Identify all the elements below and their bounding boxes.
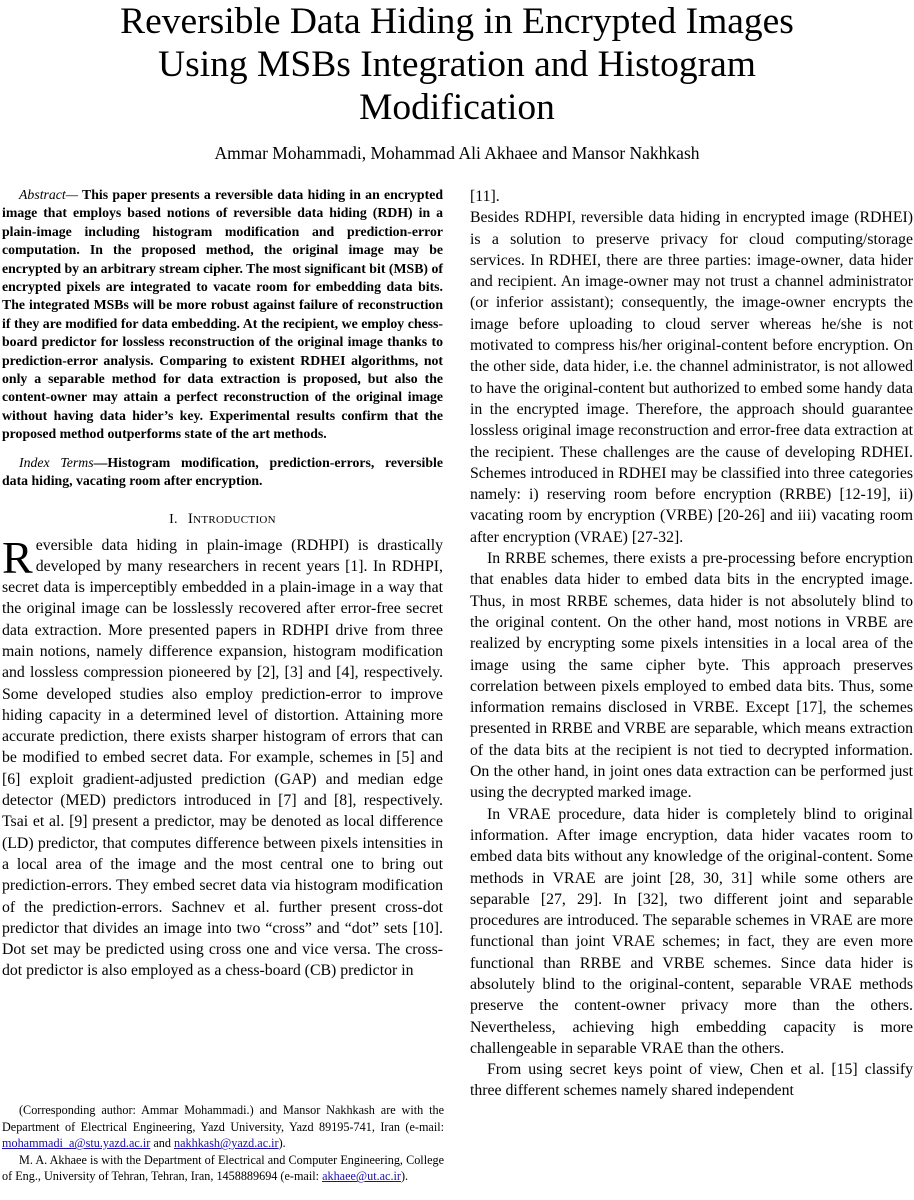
footnote-corresponding-author (2, 1102, 444, 1152)
right-paragraph-2: Besides RDHPI, reversible data hiding in encrypted image (RDHEI) is a solution to preserve privacy for cloud computing/storage services. In RDHEI, there are three parties: image-owner, data hider and recipient. An image-owner may not trust a channel administrator (or inferior assistant); consequently, the image-owner encrypts the image before uploading to cloud server whereas he/she is not motivated to compress his/her original-content before encryption. On the other side, data hider, i.e. the channel administrator, is not allowed to have the original-content but authorized to embed some handy data in the encrypted image. Therefore, the approach should guarantee lossless original image reconstruction and error-free data extraction at the recipient. These challenges are the cause of developing RDHEI. Schemes introduced in RDHEI may be classified into three categories namely: i) reserving room before encryption (RRBE) [12-19], ii) vacating room by encryption (VRBE) [20-26] and iii) vacating room after encryption (VRAE) [27-32]. (470, 209, 913, 546)
title-line-1: Reversible Data Hiding in Encrypted Images (120, 1, 794, 42)
footnote-2-text: M. A. Akhaee is with the Department of Electrical and Computer Engineering, College of Eng., University of Tehran, Tehran, Iran, 1458889694 (e-mail: (2, 1152, 444, 1184)
footnote-akhaee (2, 1152, 444, 1185)
index-terms-label: Index Terms (19, 454, 94, 470)
left-column (2, 186, 443, 982)
footnote-2-end: ). (400, 1169, 409, 1184)
author-list: Ammar Mohammadi, Mohammad Ali Akhaee and Mansor Nakhkash (214, 143, 700, 163)
footnotes (2, 1102, 444, 1185)
footnote-1-end: ). (278, 1136, 286, 1151)
section-title: Introduction (187, 510, 276, 527)
index-terms (2, 454, 443, 491)
abstract-text: This paper presents a reversible data hiding in an encrypted image that employs based notions of reversible data hiding (RDH) in a plain-image including histogram modification and prediction-error computation. In the proposed method, the original image may be encrypted by an arbitrary stream cipher. The most significant bit (MSB) of encrypted pixels are integrated to vacate room for embedding data bits. The integrated MSBs will be more robust against failure of reconstruction if they are modified for data embedding. At the recipient, we employ chess-board predictor for lossless reconstruction of the original image thanks to prediction-error analysis. Comparing to existent RDHEI algorithms, not only a separable method for data extraction is proposed, but also the content-owner may attain a perfect reconstruction of the original image without having data hider’s key. Experimental results confirm that the proposed method outperforms state of the art methods. (2, 187, 443, 442)
right-column (470, 186, 913, 1102)
section-heading-introduction (2, 509, 443, 530)
email-link-mohammadi[interactable]: mohammadi_a@stu.yazd.ac.ir (2, 1136, 151, 1151)
title-line-2: Using MSBs Integration and Histogram (158, 44, 756, 85)
right-paragraph-4: In VRAE procedure, data hider is completely blind to original information. After image encryption, data hider vacates room to embed data bits without any knowledge of the original-content. Some methods in VRAE are joint [28, 30, 31] while some others are separable [27, 29]. In [32], two different joint and separable procedures are introduced. The separable schemes in VRAE are more functional than joint VRAE schemes; in fact, they are even more functional than RRBE and VRBE schemes. Since data hider is absolutely blind to the original-content, separable VRAE methods preserve the content-owner privacy more than the others. Nevertheless, achieving high embedding capacity is more challengeable in separable VRAE than the others. (470, 805, 913, 1057)
abstract (2, 186, 443, 444)
email-link-akhaee[interactable]: akhaee@ut.ac.ir (322, 1169, 401, 1184)
introduction-paragraph (2, 531, 443, 982)
right-paragraph-3: In RRBE schemes, there exists a pre-processing before encryption that enables data hider to embed data bits in the encrypted image. Thus, in most RRBE schemes, data hider is not absolutely blind to the original content. On the other hand, most notions in VRBE are realized by encrypting some pixels intensities in a local area of the image using the same cipher byte. This approach preserves correlation between pixels employed to embed data bits. Thus, some information remains disclosed in VRBE. Except [17], the schemes presented in RRBE and VRBE are separable, which means extraction of the data bits at the recipient is not tied to decrypted information. On the other hand, in joint ones data extraction can be performed just using the decrypted marked image. (470, 550, 913, 802)
index-terms-text: —Histogram modification, prediction-errors, reversible data hiding, vacating room after encryption. (2, 454, 443, 489)
right-paragraph-5: From using secret keys point of view, Chen et al. [15] classify three different schemes namely shared independent (470, 1061, 913, 1100)
section-number: I. (169, 511, 178, 527)
abstract-dash: — (65, 187, 79, 202)
drop-cap: R (2, 531, 33, 583)
paper-title (0, 0, 914, 129)
right-paragraph-1: [11]. (470, 188, 500, 205)
introduction-text: eversible data hiding in plain-image (RDHPI) is drastically developed by many researchers in recent years [1]. In RDHPI, secret data is imperceptibly embedded in a plain-image in a way that the original image can be losslessly recovered after error-free secret data extraction. More presented papers in RDHPI drive from three main notions, namely difference expansion, histogram modification and lossless compression pioneered by [2], [3] and [4], respectively. Some developed studies also employ prediction-error to improve hiding capacity in a determined level of distortion. Attaining more accurate prediction, there exists sharper histogram of errors that can be modified to embed secret data. For example, schemes in [5] and [6] exploit gradient-adjusted prediction (GAP) and median edge detector (MED) predictors introduced in [7] and [8], respectively. Tsai et al. [9] present a predictor, may be denoted as local difference (LD) predictor, that computes difference between pixels intensities in a local area of the image and the most central one to bring out prediction-errors. They embed secret data via histogram modification of the prediction-errors. Sachnev et al. further present cross-dot predictor that divides an image into two “cross” and “dot” sets [10]. Dot set may be predicted using cross one and vice versa. The cross-dot predictor is also employed as a chess-board (CB) predictor in (2, 536, 443, 980)
footnote-1-and: and (150, 1136, 174, 1151)
footnote-1-text: (Corresponding author: Ammar Mohammadi.) and Mansor Nakhkash are with the Department of Electrical Engineering, Yazd University, Yazd 89195-741, Iran (e-mail: (2, 1103, 444, 1134)
abstract-label: Abstract (19, 187, 66, 202)
title-line-3: Modification (359, 87, 555, 128)
email-link-nakhkash[interactable]: nakhkash@yazd.ac.ir (174, 1136, 279, 1151)
